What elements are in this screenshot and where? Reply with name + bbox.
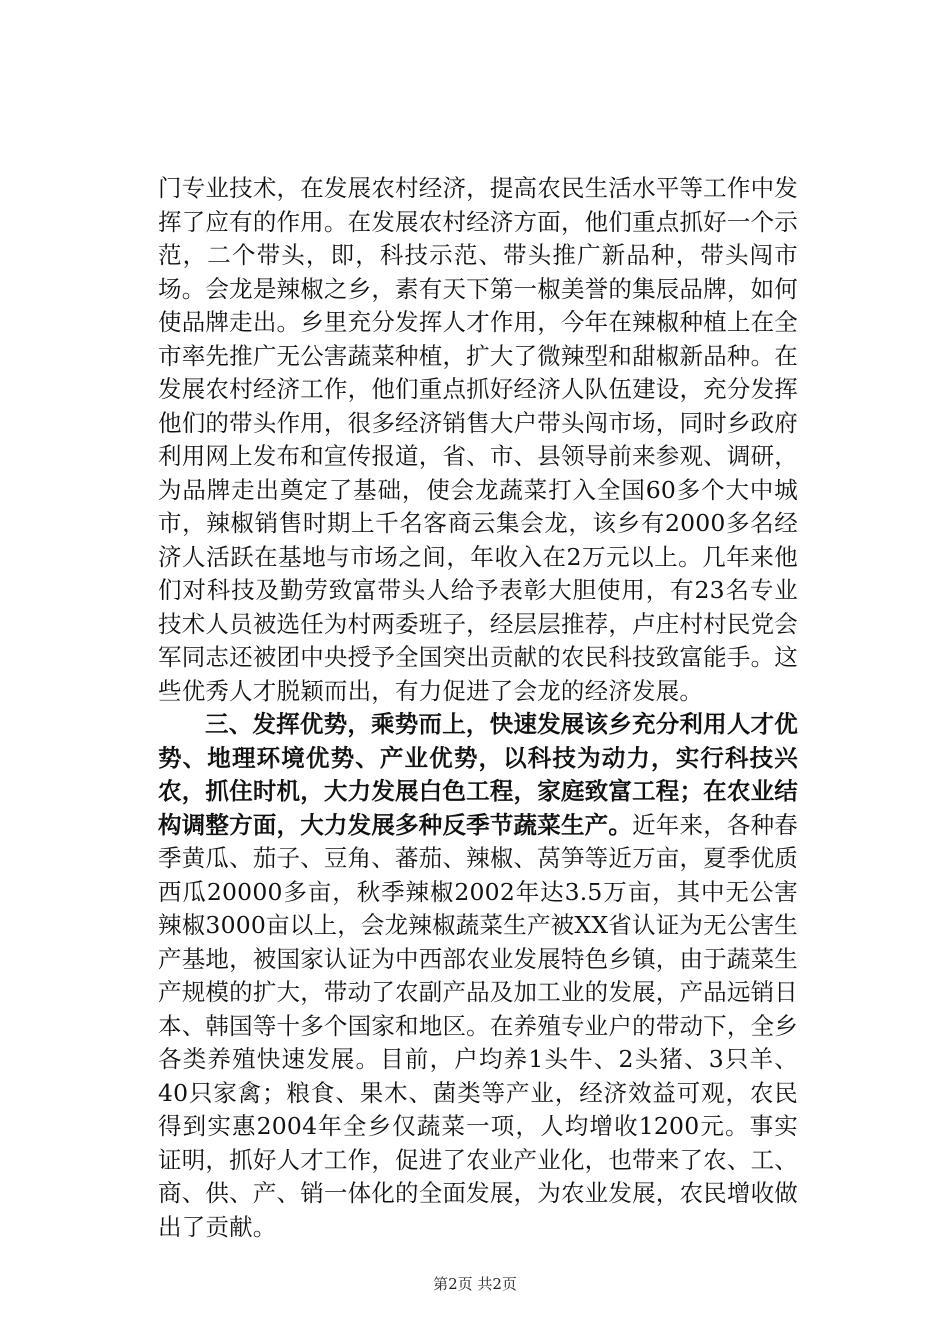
page-number-label: 第2页 共2页 — [433, 1275, 517, 1293]
section-three-heading: 三、发挥优势，乘势而上，快速发展该乡充分利用人才优势、地理环境优势、产业优势，以科技为动力，实行科技兴农，抓住时机，大力发展白色工程，家庭致富工程；在农业结构调整方面，大力发展多种反季节蔬菜生产。 — [158, 710, 798, 839]
document-body — [158, 172, 798, 1244]
paragraph-continued: 门专业技术，在发展农村经济，提高农民生活水平等工作中发挥了应有的作用。在发展农村经济方面，他们重点抓好一个示范，二个带头，即，科技示范、带头推广新品种，带头闯市场。会龙是辣椒之乡，素有天下第一椒美誉的集辰品牌，如何使品牌走出。乡里充分发挥人才作用，今年在辣椒种植上在全市率先推广无公害蔬菜种植，扩大了微辣型和甜椒新品种。在发展农村经济工作，他们重点抓好经济人队伍建设，充分发挥他们的带头作用，很多经济销售大户带头闯市场，同时乡政府利用网上发布和宣传报道，省、市、县领导前来参观、调研，为品牌走出奠定了基础，使会龙蔬菜打入全国60多个大中城市，辣椒销售时期上千名客商云集会龙，该乡有2000多名经济人活跃在基地与市场之间，年收入在2万元以上。几年来他们对科技及勤劳致富带头人给予表彰大胆使用，有23名专业技术人员被选任为村两委班子，经层层推荐，卢庄村村民党会军同志还被团中央授予全国突出贡献的农民科技致富能手。这些优秀人才脱颖而出，有力促进了会龙的经济发展。 — [158, 174, 798, 705]
section-three-text: 近年来，各种春季黄瓜、茄子、豆角、蕃茄、辣椒、莴笋等近万亩，夏季优质西瓜20000多亩，秋季辣椒2002年达3.5万亩，其中无公害辣椒3000亩以上，会龙辣椒蔬菜生产被XX省认证为无公害生产基地，被国家认证为中西部农业发展特色乡镇，由于蔬菜生产规模的扩大，带动了农副产品及加工业的发展，产品远销日本、韩国等十多个国家和地区。在养殖专业户的带动下，全乡各类养殖快速发展。目前，户均养1头牛、2头猪、3只羊、40只家禽；粮食、果木、菌类等产业，经济效益可观，农民得到实惠2004年全乡仅蔬菜一项，人均增收1200元。事实证明，抓好人才工作，促进了农业产业化，也带来了农、工、商、供、产、销一体化的全面发展，为农业发展，农民增收做出了贡献。 — [158, 810, 798, 1241]
paragraph-section-three — [158, 708, 798, 1244]
page-footer — [0, 1273, 950, 1294]
